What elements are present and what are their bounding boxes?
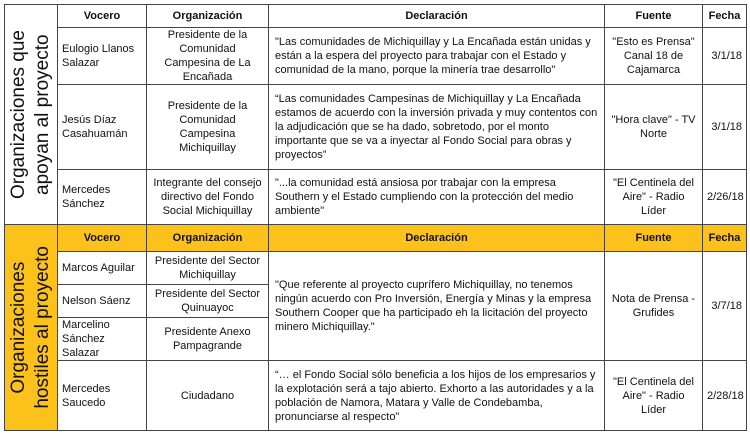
header-organizacion: Organización: [147, 5, 269, 28]
cell-declaracion: “Las comunidades Campesinas de Michiquillay y La Encañada estamos de acuerdo con la inversión privada y muy contentos con la adjudicación que se ha dado, sobretodo, por el monto importante que se va a inyectar al Fondo Social para obras y proyectos”: [269, 85, 605, 170]
section-label-hostile-line2: hostiles al proyecto: [32, 246, 53, 409]
section-label-support-line2: apoyan al proyecto: [32, 34, 53, 195]
cell-fuente: "El Centinela del Aire" - Radio Líder: [605, 170, 703, 225]
header-row-support: [5, 5, 747, 28]
cell-declaracion: "...la comunidad está ansiosa por trabajar con la empresa Southern y el Estado cumpliendo con la protección del medio ambiente": [269, 170, 605, 225]
cell-organizacion: Presidente de la Comunidad Campesina de La Encañada: [147, 28, 269, 85]
section-label-support-text: [7, 30, 55, 199]
cell-declaracion: "Que referente al proyecto cuprífero Michiquillay, no tenemos ningún acuerdo con Pro Inversión, Energía y Minas y la empresa Southern Cooper que ha participado eh la licitación del proyecto minero Michiquillay.": [269, 252, 605, 361]
cell-organizacion: Integrante del consejo directivo del Fondo Social Michiquillay: [147, 170, 269, 225]
cell-vocero: Jesús Díaz Casahuamán: [58, 85, 147, 170]
cell-organizacion: Presidente de la Comunidad Campesina Michiquillay: [147, 85, 269, 170]
cell-fecha: 2/28/18: [703, 361, 747, 431]
cell-fuente: Nota de Prensa - Grufides: [605, 252, 703, 361]
cell-organizacion: Ciudadano: [147, 361, 269, 431]
cell-vocero: Nelson Sáenz: [58, 285, 147, 318]
section-label-hostile-line1: Organizaciones: [8, 261, 29, 394]
cell-fuente: "Hora clave" - TV Norte: [605, 85, 703, 170]
cell-organizacion: Presidente del Sector Michiquillay: [147, 252, 269, 285]
cell-vocero: Marcelino Sánchez Salazar: [58, 318, 147, 361]
table-row: [5, 170, 747, 225]
cell-fecha: 3/7/18: [703, 252, 747, 361]
header-fuente: Fuente: [605, 225, 703, 252]
cell-fuente: "Esto es Prensa" Canal 18 de Cajamarca: [605, 28, 703, 85]
cell-organizacion: Presidente del Sector Quinuayoc: [147, 285, 269, 318]
header-fecha: Fecha: [703, 225, 747, 252]
table-row: [5, 28, 747, 85]
cell-fecha: 3/1/18: [703, 28, 747, 85]
header-fecha: Fecha: [703, 5, 747, 28]
cell-vocero: Mercedes Saucedo: [58, 361, 147, 431]
header-fuente: Fuente: [605, 5, 703, 28]
cell-vocero: Marcos Aguilar: [58, 252, 147, 285]
cell-fecha: 3/1/18: [703, 85, 747, 170]
header-row-hostile: [5, 225, 747, 252]
cell-fuente: "El Centinela del Aire" - Radio Líder: [605, 361, 703, 431]
cell-declaracion: “… el Fondo Social sólo beneficia a los hijos de los empresarios y la explotación será a tajo abierto. Exhorto a las autoridades y a la población de Namora, Matara y Valle de Condebamba, pronunciarse al respecto”: [269, 361, 605, 431]
table-row: [5, 85, 747, 170]
section-label-hostile-text: [7, 246, 55, 409]
cell-fecha: 2/26/18: [703, 170, 747, 225]
section-label-support-line1: Organizaciones que: [8, 30, 29, 199]
header-declaracion: Declaración: [269, 5, 605, 28]
section-label-support: [5, 5, 58, 225]
header-vocero: Vocero: [58, 5, 147, 28]
header-vocero: Vocero: [58, 225, 147, 252]
statements-table: [4, 4, 747, 431]
table-row: [5, 252, 747, 285]
table-row: [5, 361, 747, 431]
header-organizacion: Organización: [147, 225, 269, 252]
statements-table-container: [4, 4, 746, 431]
section-label-hostile: [5, 225, 58, 431]
header-declaracion: Declaración: [269, 225, 605, 252]
cell-vocero: Eulogio Llanos Salazar: [58, 28, 147, 85]
cell-organizacion: Presidente Anexo Pampagrande: [147, 318, 269, 361]
cell-declaracion: "Las comunidades de Michiquillay y La Encañada están unidas y están a la espera del proyecto para trabajar con el Estado y comunidad de la mano, porque la minería trae desarrollo": [269, 28, 605, 85]
cell-vocero: Mercedes Sánchez: [58, 170, 147, 225]
